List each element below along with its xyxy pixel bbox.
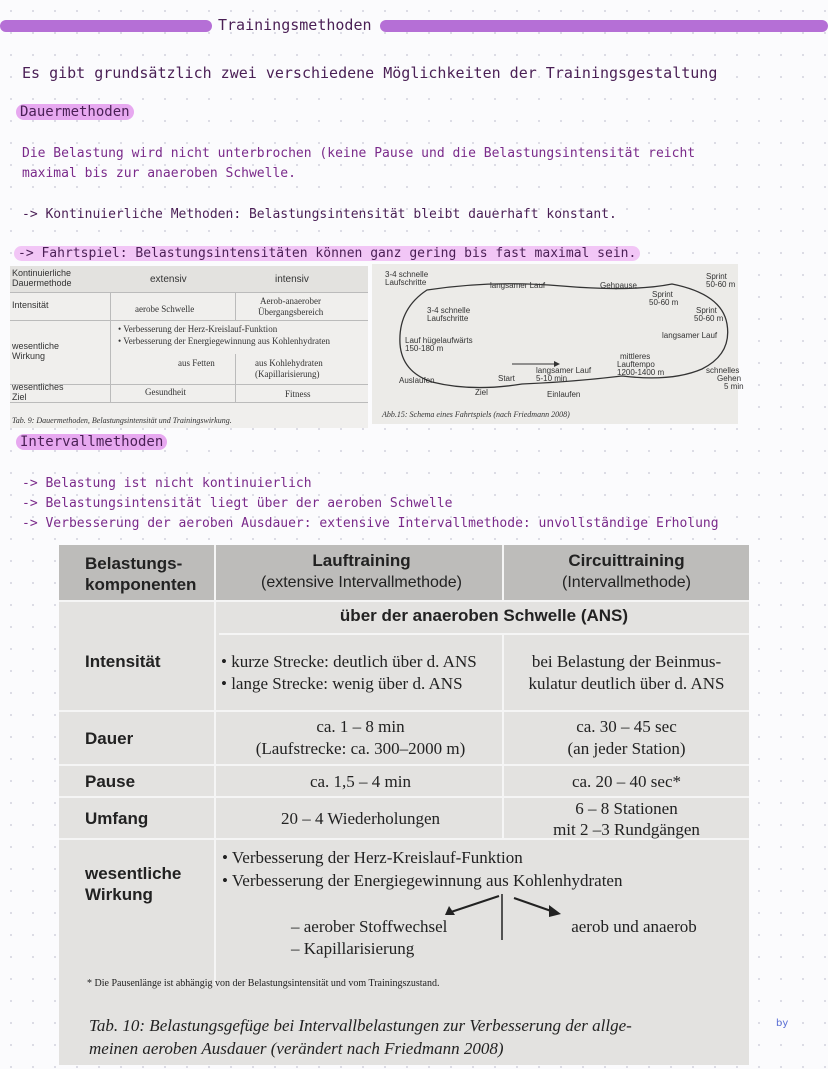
- t10-intens-r1: bei Belastung der Beinmus-: [531, 652, 722, 671]
- fig-l12c: 5 min: [724, 382, 744, 391]
- t9-r3-c1: Gesundheit: [145, 387, 186, 397]
- fig-l14: Start: [498, 374, 515, 383]
- table-9: [10, 266, 368, 428]
- t10-wirk-l1: – aerober Stoffwechsel: [291, 917, 448, 936]
- fig-l4a: Sprint: [706, 272, 727, 281]
- t10-wirk-b2: • Verbesserung der Energiegewinnung aus Kohlenhydraten: [222, 871, 623, 890]
- t10-dauer-r2: (an jeder Station): [567, 739, 686, 758]
- t10-wirk-b1: • Verbesserung der Herz-Kreislauf-Funktion: [222, 848, 523, 867]
- intervall-bullet-2: -> Belastungsintensität liegt über der aeroben Schwelle: [22, 496, 453, 511]
- t10-dauer-label: Dauer: [85, 729, 134, 748]
- t9-r2-c2a: aus Kohlehydraten: [255, 358, 323, 368]
- t9-r2-b2: • Verbesserung der Energiegewinnung aus Kohlenhydraten: [118, 336, 331, 346]
- t10-intens-l1: • kurze Strecke: deutlich über d. ANS: [221, 652, 477, 671]
- fig-l1b: Laufschritte: [385, 278, 427, 287]
- t10-footnote: * Die Pausenlänge ist abhängig von der Belastungsintensität und vom Trainingszustand.: [87, 978, 440, 989]
- fig-l6a: Sprint: [696, 306, 717, 315]
- fig-caption: Abb.15: Schema eines Fahrtspiels (nach Friedmann 2008): [382, 410, 570, 419]
- title-bar-left: [0, 20, 212, 32]
- fig-l6b: 50-60 m: [694, 314, 724, 323]
- t9-r2-c2b: (Kapillarisierung): [255, 369, 320, 379]
- dauer-desc-1: Die Belastung wird nicht unterbrochen (keine Pause und die Belastungsintensität reicht: [22, 146, 696, 161]
- fig-l9b: 150-180 m: [405, 344, 444, 353]
- t10-h3b: (Intervallmethode): [562, 574, 691, 591]
- fig-l5b: 50-60 m: [649, 298, 679, 307]
- t9-r1-label: Intensität: [12, 300, 49, 310]
- t10-h2b: (extensive Intervallmethode): [261, 574, 462, 591]
- t10-pause-l: ca. 1,5 – 4 min: [309, 772, 412, 791]
- page-title: Trainingsmethoden: [218, 16, 372, 34]
- t9-r2-label2: Wirkung: [12, 351, 46, 361]
- fig-l8: langsamer Lauf: [662, 331, 718, 340]
- t10-wirk-label-1: wesentliche: [85, 864, 182, 883]
- t10-h1a: Belastungs-: [85, 554, 183, 573]
- t10-dauer-r1: ca. 30 – 45 sec: [576, 717, 677, 736]
- t9-r3-label: wesentliches: [12, 382, 64, 392]
- fig-l10c: 1200-1400 m: [617, 368, 665, 377]
- fig-l5a: Sprint: [652, 290, 673, 299]
- kontinuierliche-methoden: -> Kontinuierliche Methoden: Belastungsintensität bleibt dauerhaft konstant.: [22, 207, 617, 222]
- intervall-bullet-3: -> Verbesserung der aeroben Ausdauer: extensive Intervallmethode: unvollständige Erholung: [22, 516, 719, 531]
- t10-pause-r: ca. 20 – 40 sec*: [571, 772, 682, 791]
- t10-intens-r2: kulatur deutlich über d. ANS: [528, 674, 725, 693]
- t9-r1-c2b: Übergangsbereich: [258, 307, 324, 317]
- t10-wirk-r: aerob und anaerob: [571, 917, 697, 936]
- dauer-desc-2: maximal bis zur anaeroben Schwelle.: [22, 166, 296, 181]
- t10-h3a: Circuittraining: [568, 551, 685, 570]
- figure-15: [372, 264, 744, 424]
- fig-l11a: langsamer Lauf: [536, 366, 592, 375]
- t9-r2-label: wesentliche: [12, 341, 60, 351]
- fig-l4b: 50-60 m: [706, 280, 736, 289]
- t10-pause-label: Pause: [85, 772, 136, 791]
- t9-h1b: Dauermethode: [12, 278, 72, 288]
- t10-umfang-r1: 6 – 8 Stationen: [575, 799, 678, 818]
- t10-wirk-label-2: Wirkung: [85, 885, 153, 904]
- section-heading-dauer: Dauermethoden: [16, 104, 134, 120]
- watermark: by: [776, 1018, 789, 1029]
- t9-r1-c2a: Aerob-anaerober: [260, 296, 321, 306]
- t9-h3: intensiv: [275, 274, 309, 285]
- t10-h2a: Lauftraining: [312, 551, 411, 570]
- t10-caption-1: Tab. 10: Belastungsgefüge bei Intervallbelastungen zur Verbesserung der allge-: [89, 1016, 632, 1035]
- intervall-bullet-1: -> Belastung ist nicht kontinuierlich: [22, 476, 312, 491]
- fig-l16: Einlaufen: [547, 390, 581, 399]
- t9-r1-c1: aerobe Schwelle: [135, 304, 195, 314]
- t10-umfang-label: Umfang: [85, 809, 149, 828]
- fig-l13: Auslaufen: [399, 376, 435, 385]
- fig-l7b: Laufschritte: [427, 314, 469, 323]
- fig-l11b: 5-10 min: [536, 374, 568, 383]
- t10-umfang-l: 20 – 4 Wiederholungen: [280, 809, 441, 828]
- t9-h1: Kontinuierliche: [12, 268, 72, 278]
- title-bar-right: [380, 20, 828, 32]
- t10-dauer-l2: (Laufstrecke: ca. 300–2000 m): [255, 739, 466, 758]
- fig-l7a: 3-4 schnelle: [427, 306, 471, 315]
- t10-umfang-r2: mit 2 –3 Rundgängen: [553, 820, 700, 839]
- fig-l2: langsamer Lauf: [490, 281, 546, 290]
- fig-l3: Gehpause: [600, 281, 637, 290]
- t9-caption: Tab. 9: Dauermethoden, Belastungsintensität und Trainingswirkung.: [12, 416, 232, 425]
- t10-intens-label: Intensität: [85, 652, 161, 671]
- t9-r2-b1: • Verbesserung der Herz-Kreislauf-Funktion: [118, 324, 278, 334]
- fig-l12a: schnelles: [706, 366, 740, 375]
- t9-h2: extensiv: [150, 274, 187, 285]
- fig-l10a: mittleres: [620, 352, 651, 361]
- t10-h1b: komponenten: [85, 575, 197, 594]
- t10-span: über der anaeroben Schwelle (ANS): [339, 606, 629, 625]
- table-10: [59, 545, 749, 1065]
- t9-r2-c1: aus Fetten: [178, 358, 215, 368]
- t9-r3-label2: Ziel: [12, 392, 27, 402]
- fig-l1a: 3-4 schnelle: [385, 270, 429, 279]
- t10-intens-l2: • lange Strecke: wenig über d. ANS: [221, 674, 463, 693]
- fig-l10b: Lauftempo: [617, 360, 655, 369]
- t10-wirk-l2: – Kapillarisierung: [291, 939, 415, 958]
- t10-caption-2: meinen aeroben Ausdauer (verändert nach Friedmann 2008): [89, 1039, 504, 1058]
- fig-l15: Ziel: [475, 388, 488, 397]
- t9-r3-c2: Fitness: [285, 389, 311, 399]
- fig-l9a: Lauf hügelaufwärts: [405, 336, 473, 345]
- section-heading-intervall: Intervallmethoden: [16, 434, 167, 450]
- t10-dauer-l1: ca. 1 – 8 min: [316, 717, 405, 736]
- fig-l12b: Gehen: [717, 374, 742, 383]
- fahrtspiel: -> Fahrtspiel: Belastungsintensitäten können ganz gering bis fast maximal sein.: [14, 246, 640, 261]
- intro-text: Es gibt grundsätzlich zwei verschiedene Möglichkeiten der Trainingsgestaltung: [22, 64, 718, 82]
